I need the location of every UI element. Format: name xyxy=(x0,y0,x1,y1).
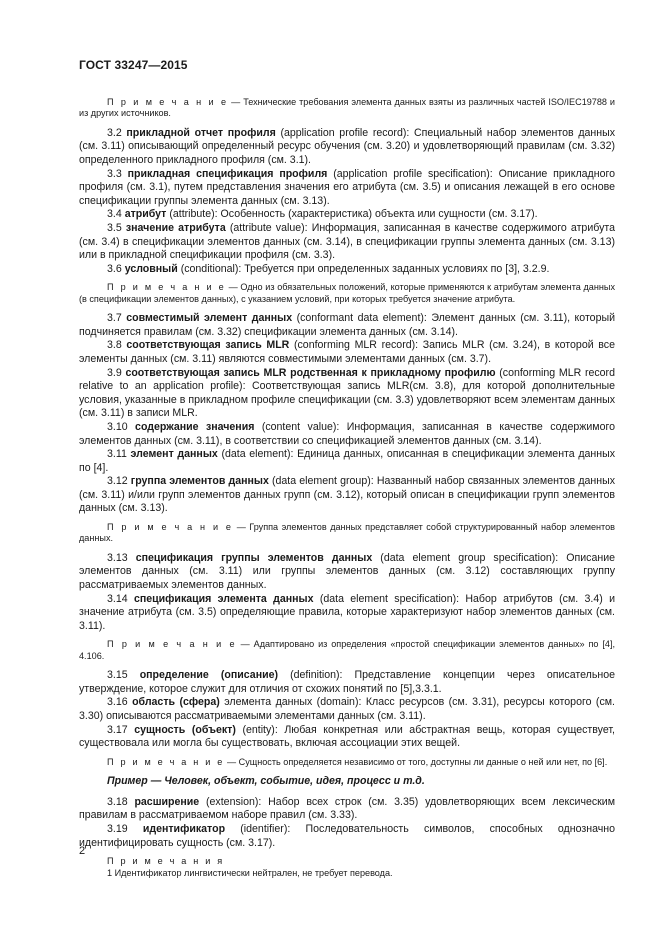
note xyxy=(79,522,615,545)
defined-term: атрибут xyxy=(124,208,167,221)
definition-paragraph xyxy=(79,448,615,475)
definition-paragraph xyxy=(79,168,615,209)
clause-number: 3.6 xyxy=(107,262,122,275)
definition-text: (data element): Единица данных, описанная в спецификации элемента данных по [4]. xyxy=(79,448,616,474)
definition-paragraph xyxy=(79,222,615,263)
definition-paragraph xyxy=(79,593,615,634)
clause-number: 3.13 xyxy=(107,551,128,564)
definition-paragraph xyxy=(79,367,615,421)
defined-term: определение (описание) xyxy=(139,669,279,682)
standard-header: ГОСТ 33247—2015 xyxy=(79,58,188,72)
note-label: П р и м е ч а н и е xyxy=(107,639,237,650)
note-label: П р и м е ч а н и е xyxy=(107,522,234,533)
definition-text: (entity): Любая конкретная или абстрактная вещь, которая существует, существовала или могла бы существовать, включая ассоциации этих вещей. xyxy=(79,723,615,750)
note-label: П р и м е ч а н и е xyxy=(107,282,226,293)
defined-term: соответствующая запись MLR родственная к прикладному профилю xyxy=(125,366,496,379)
definition-text: элемента данных (domain): Класс ресурсов (см. 3.31), ресурсы которого (см. 3.30) описываются рассматриваемыми элементами данных (см. 3.11). xyxy=(79,696,615,723)
example: Пример — Человек, объект, событие, идея, процесс и т.д. xyxy=(107,775,425,788)
definition-text: (conformant data element): Элемент данных (см. 3.11), который подчиняется правилам (см. 3.32) спецификации элемента данных (см. 3.14). xyxy=(79,312,615,338)
definition-text: (extension): Набор всех строк (см. 3.35) удовлетворяющих всем лексическим правилам в рассматриваемом наборе правил (см. 3.33). xyxy=(79,795,615,822)
definition-text: (attribute): Особенность (характеристика) объекта или сущности (см. 3.17). xyxy=(169,208,538,221)
defined-term: спецификация группы элементов данных xyxy=(135,551,373,564)
defined-term: совместимый элемент данных xyxy=(126,312,293,325)
defined-term: расширение xyxy=(134,795,200,808)
definition-text: (application profile specification): Описание прикладного профиля (см. 3.1), путем представления значения его атрибута (см. 3.5) и описания лежащей в его основе спецификации группы элемента данных (см. 3.13). xyxy=(79,167,615,207)
clause-number: 3.9 xyxy=(107,366,122,379)
definition-paragraph xyxy=(79,696,615,723)
clause-number: 3.10 xyxy=(107,420,128,433)
document-body xyxy=(79,91,615,879)
clause-number: 3.14 xyxy=(107,592,128,605)
notes-label: П р и м е ч а н и я xyxy=(107,856,225,867)
definition-paragraph xyxy=(79,823,615,850)
defined-term: группа элементов данных xyxy=(130,475,269,488)
defined-term: соответствующая запись MLR xyxy=(126,339,290,352)
clause-number: 3.2 xyxy=(107,126,122,139)
definition-text: (conforming MLR record): Запись MLR (см. 3.24), в которой все элементы данных (см. 3.11) являются совместимыми элементами данных (см. 3.7). xyxy=(79,339,615,365)
clause-number: 3.18 xyxy=(107,795,128,808)
defined-term: прикладной отчет профиля xyxy=(126,126,276,139)
clause-number: 3.7 xyxy=(107,312,122,325)
definition-paragraph xyxy=(79,724,615,751)
definition-paragraph xyxy=(79,339,615,366)
definition-text: (data element specification): Набор атрибутов (см. 3.4) и значение атрибута (см. 3.5) определяющие правила, которые характеризуют набор элементов данных (см. 3.11). xyxy=(79,592,615,632)
defined-term: содержание значения xyxy=(135,420,255,433)
note xyxy=(79,97,615,120)
clause-number: 3.3 xyxy=(107,167,122,180)
definition-paragraph xyxy=(79,552,615,593)
clause-number: 3.8 xyxy=(107,339,122,352)
clause-number: 3.11 xyxy=(107,448,127,461)
note-label: П р и м е ч а н и е xyxy=(107,97,229,107)
defined-term: сущность (объект) xyxy=(134,723,236,736)
clause-number: 3.17 xyxy=(107,723,128,736)
definition-paragraph xyxy=(79,208,615,222)
defined-term: прикладная спецификация профиля xyxy=(127,167,328,180)
clause-number: 3.4 xyxy=(107,208,122,221)
definition-text: (data element group specification): Описание элементов данных (см. 3.11) или группы элементов данных (см. 3.12) составляющих группу рассматриваемых элементов данных. xyxy=(79,551,616,592)
note-text: — Сущность определяется независимо от того, доступны ли данные о ней или нет, по [6]. xyxy=(227,756,608,767)
note-text: — Адаптировано из определения «простой спецификации элементов данных» по [4], 4.106. xyxy=(79,639,615,661)
note-text: — Группа элементов данных представляет собой структурированный набор элементов данных. xyxy=(79,522,615,544)
defined-term: элемент данных xyxy=(130,448,218,461)
definition-text: (attribute value): Информация, записанная в качестве содержимого атрибута (см. 3.4) в спецификации элементов данных (см. 3.14), в спецификации группы элемента данных (см. 3.13) или в прикладной спецификации профиля (см. 3.3). xyxy=(79,221,616,262)
clause-number: 3.12 xyxy=(107,475,128,488)
definition-paragraph xyxy=(79,127,615,168)
note-text: — Одно из обязательных положений, которые применяются к атрибутам элемента данных (в спецификации элементов данных), с указанием условий, при которых требуется значение атрибута. xyxy=(79,282,615,304)
clause-number: 3.15 xyxy=(107,669,128,682)
note-item: 1 Идентификатор лингвистически нейтрален, не требует перевода. xyxy=(107,867,393,878)
notes-heading xyxy=(79,856,615,867)
page-number: 2 xyxy=(79,845,86,857)
defined-term: спецификация элемента данных xyxy=(133,592,314,605)
definition-text: (definition): Представление концепции через описательное утверждение, которое служит для отличия от схожих понятий по [5],3.3.1. xyxy=(79,669,615,695)
definition-text: (data element group): Названный набор связанных элементов данных (см. 3.11) и/или групп элементов данных групп (см. 3.12), который описан в спецификации групп элементов данных (см. 3.13). xyxy=(79,475,616,515)
definition-paragraph xyxy=(79,421,615,448)
defined-term: идентификатор xyxy=(142,823,226,835)
definition-paragraph xyxy=(79,796,615,823)
note xyxy=(79,757,615,768)
definition-text: (application profile record): Специальный набор элементов данных (см. 3.11) описывающий определенный ресурс обучения (см. 3.20) и удовлетворяющий правилам (см. 3.32) определенного прикладного профиля (см. 3.1). xyxy=(79,126,616,166)
definition-text: (identifier): Последовательность символов, способных однозначно идентифицировать сущность (см. 3.17). xyxy=(79,823,615,849)
definition-paragraph xyxy=(79,669,615,696)
note xyxy=(79,282,615,305)
defined-term: значение атрибута xyxy=(125,221,226,234)
definition-paragraph xyxy=(79,312,615,339)
defined-term: условный xyxy=(124,262,178,275)
note-label: П р и м е ч а н и е xyxy=(107,756,225,767)
note-text: — Технические требования элемента данных взяты из различных частей ISO/IEC19788 и из других источников. xyxy=(79,97,616,119)
clause-number: 3.19 xyxy=(107,823,128,835)
note xyxy=(79,639,615,662)
definition-text: (conditional): Требуется при определенных заданных условиях по [3], 3.2.9. xyxy=(180,262,550,275)
definition-text: (content value): Информация, записанная в качестве содержимого элементов данных (см. 3.11), в соответствии со спецификацией элементов данных (см. 3.14). xyxy=(79,420,615,447)
clause-number: 3.16 xyxy=(107,696,128,709)
definition-paragraph xyxy=(79,475,615,516)
definition-text: (conforming MLR record relative to an application profile): Соответствующая запись MLR(см. 3.8), для которой дополнительные условия, указанные в прикладном профиле спецификации (см. 3.3) удовлетворяют всем элементам данных (см. 3.11) в записи MLR. xyxy=(79,366,615,420)
clause-number: 3.5 xyxy=(107,221,122,234)
defined-term: область (сфера) xyxy=(132,696,220,709)
definition-paragraph xyxy=(79,263,615,277)
